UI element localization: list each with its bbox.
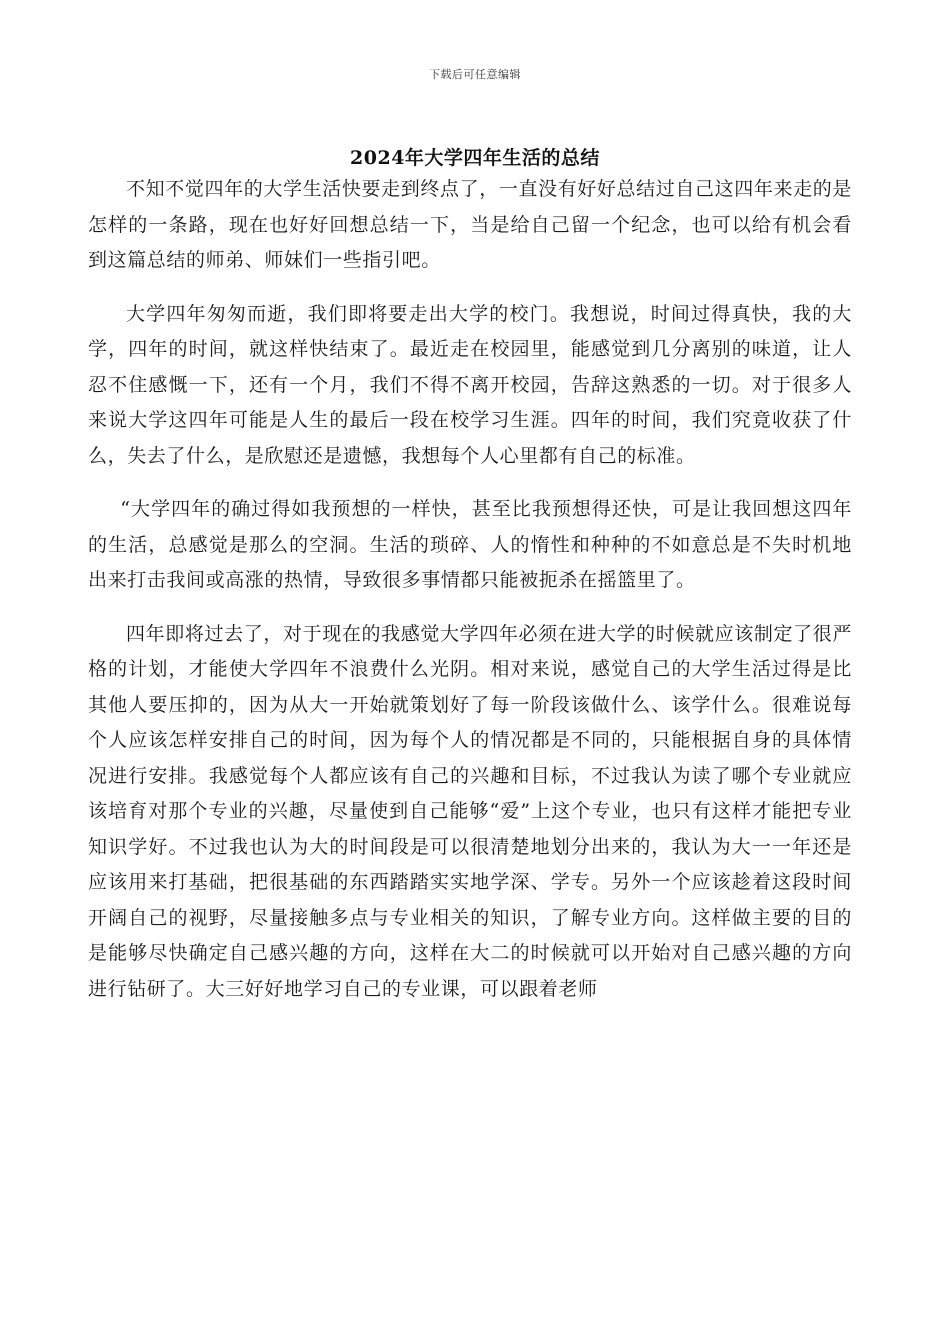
- paragraph-4: 四年即将过去了，对于现在的我感觉大学四年必须在进大学的时候就应该制定了很严格的计划，才能使大学四年不浪费什么光阴。相对来说，感觉自己的大学生活过得是比其他人要压抑的，因为从大一开始就策划好了每一阶段该做什么、该学什么。很难说每个人应该怎样安排自己的时间，因为每个人的情况都是不同的，只能根据自身的具体情况进行安排。我感觉每个人都应该有自己的兴趣和目标，不过我认为读了哪个专业就应该培育对那个专业的兴趣，尽量使到自己能够“爱”上这个专业，也只有这样才能把专业知识学好。不过我也认为大的时间段是可以很清楚地划分出来的，我认为大一一年还是应该用来打基础，把很基础的东西踏踏实实地学深、学专。另外一个应该趁着这段时间开阔自己的视野，尽量接触多点与专业相关的知识，了解专业方向。这样做主要的目的是能够尽快确定自己感兴趣的方向，这样在大二的时候就可以开始对自己感兴趣的方向进行钻研了。大三好好地学习自己的专业课，可以跟着老师: [88, 622, 852, 1000]
- paragraph-2: 大学四年匆匆而逝，我们即将要走出大学的校门。我想说，时间过得真快，我的大学，四年的时间，就这样快结束了。最近走在校园里，能感觉到几分离别的味道，让人忍不住感慨一下，还有一个月，我们不得不离开校园，告辞这熟悉的一切。对于很多人来说大学这四年可能是人生的最后一段在校学习生涯。四年的时间，我们究竟收获了什么，失去了什么，是欣慰还是遗憾，我想每个人心里都有自己的标准。: [88, 302, 852, 467]
- paragraph-1: 不知不觉四年的大学生活快要走到终点了，一直没有好好总结过自己这四年来走的是怎样的一条路，现在也好好回想总结一下，当是给自己留一个纪念，也可以给有机会看到这篇总结的师弟、师妹们一些指引吧。: [88, 178, 852, 271]
- document-title: 2024年大学四年生活的总结: [350, 147, 600, 169]
- header-note: 下载后可任意编辑: [429, 68, 521, 81]
- document-body: [88, 172, 852, 1025]
- paragraph-3: “大学四年的确过得如我预想的一样快，甚至比我预想得还快，可是让我回想这四年的生活，总感觉是那么的空洞。生活的琐碎、人的惰性和种种的不如意总是不失时机地出来打击我间或高涨的热情，导致很多事情都只能被扼杀在摇篮里了。: [88, 498, 852, 591]
